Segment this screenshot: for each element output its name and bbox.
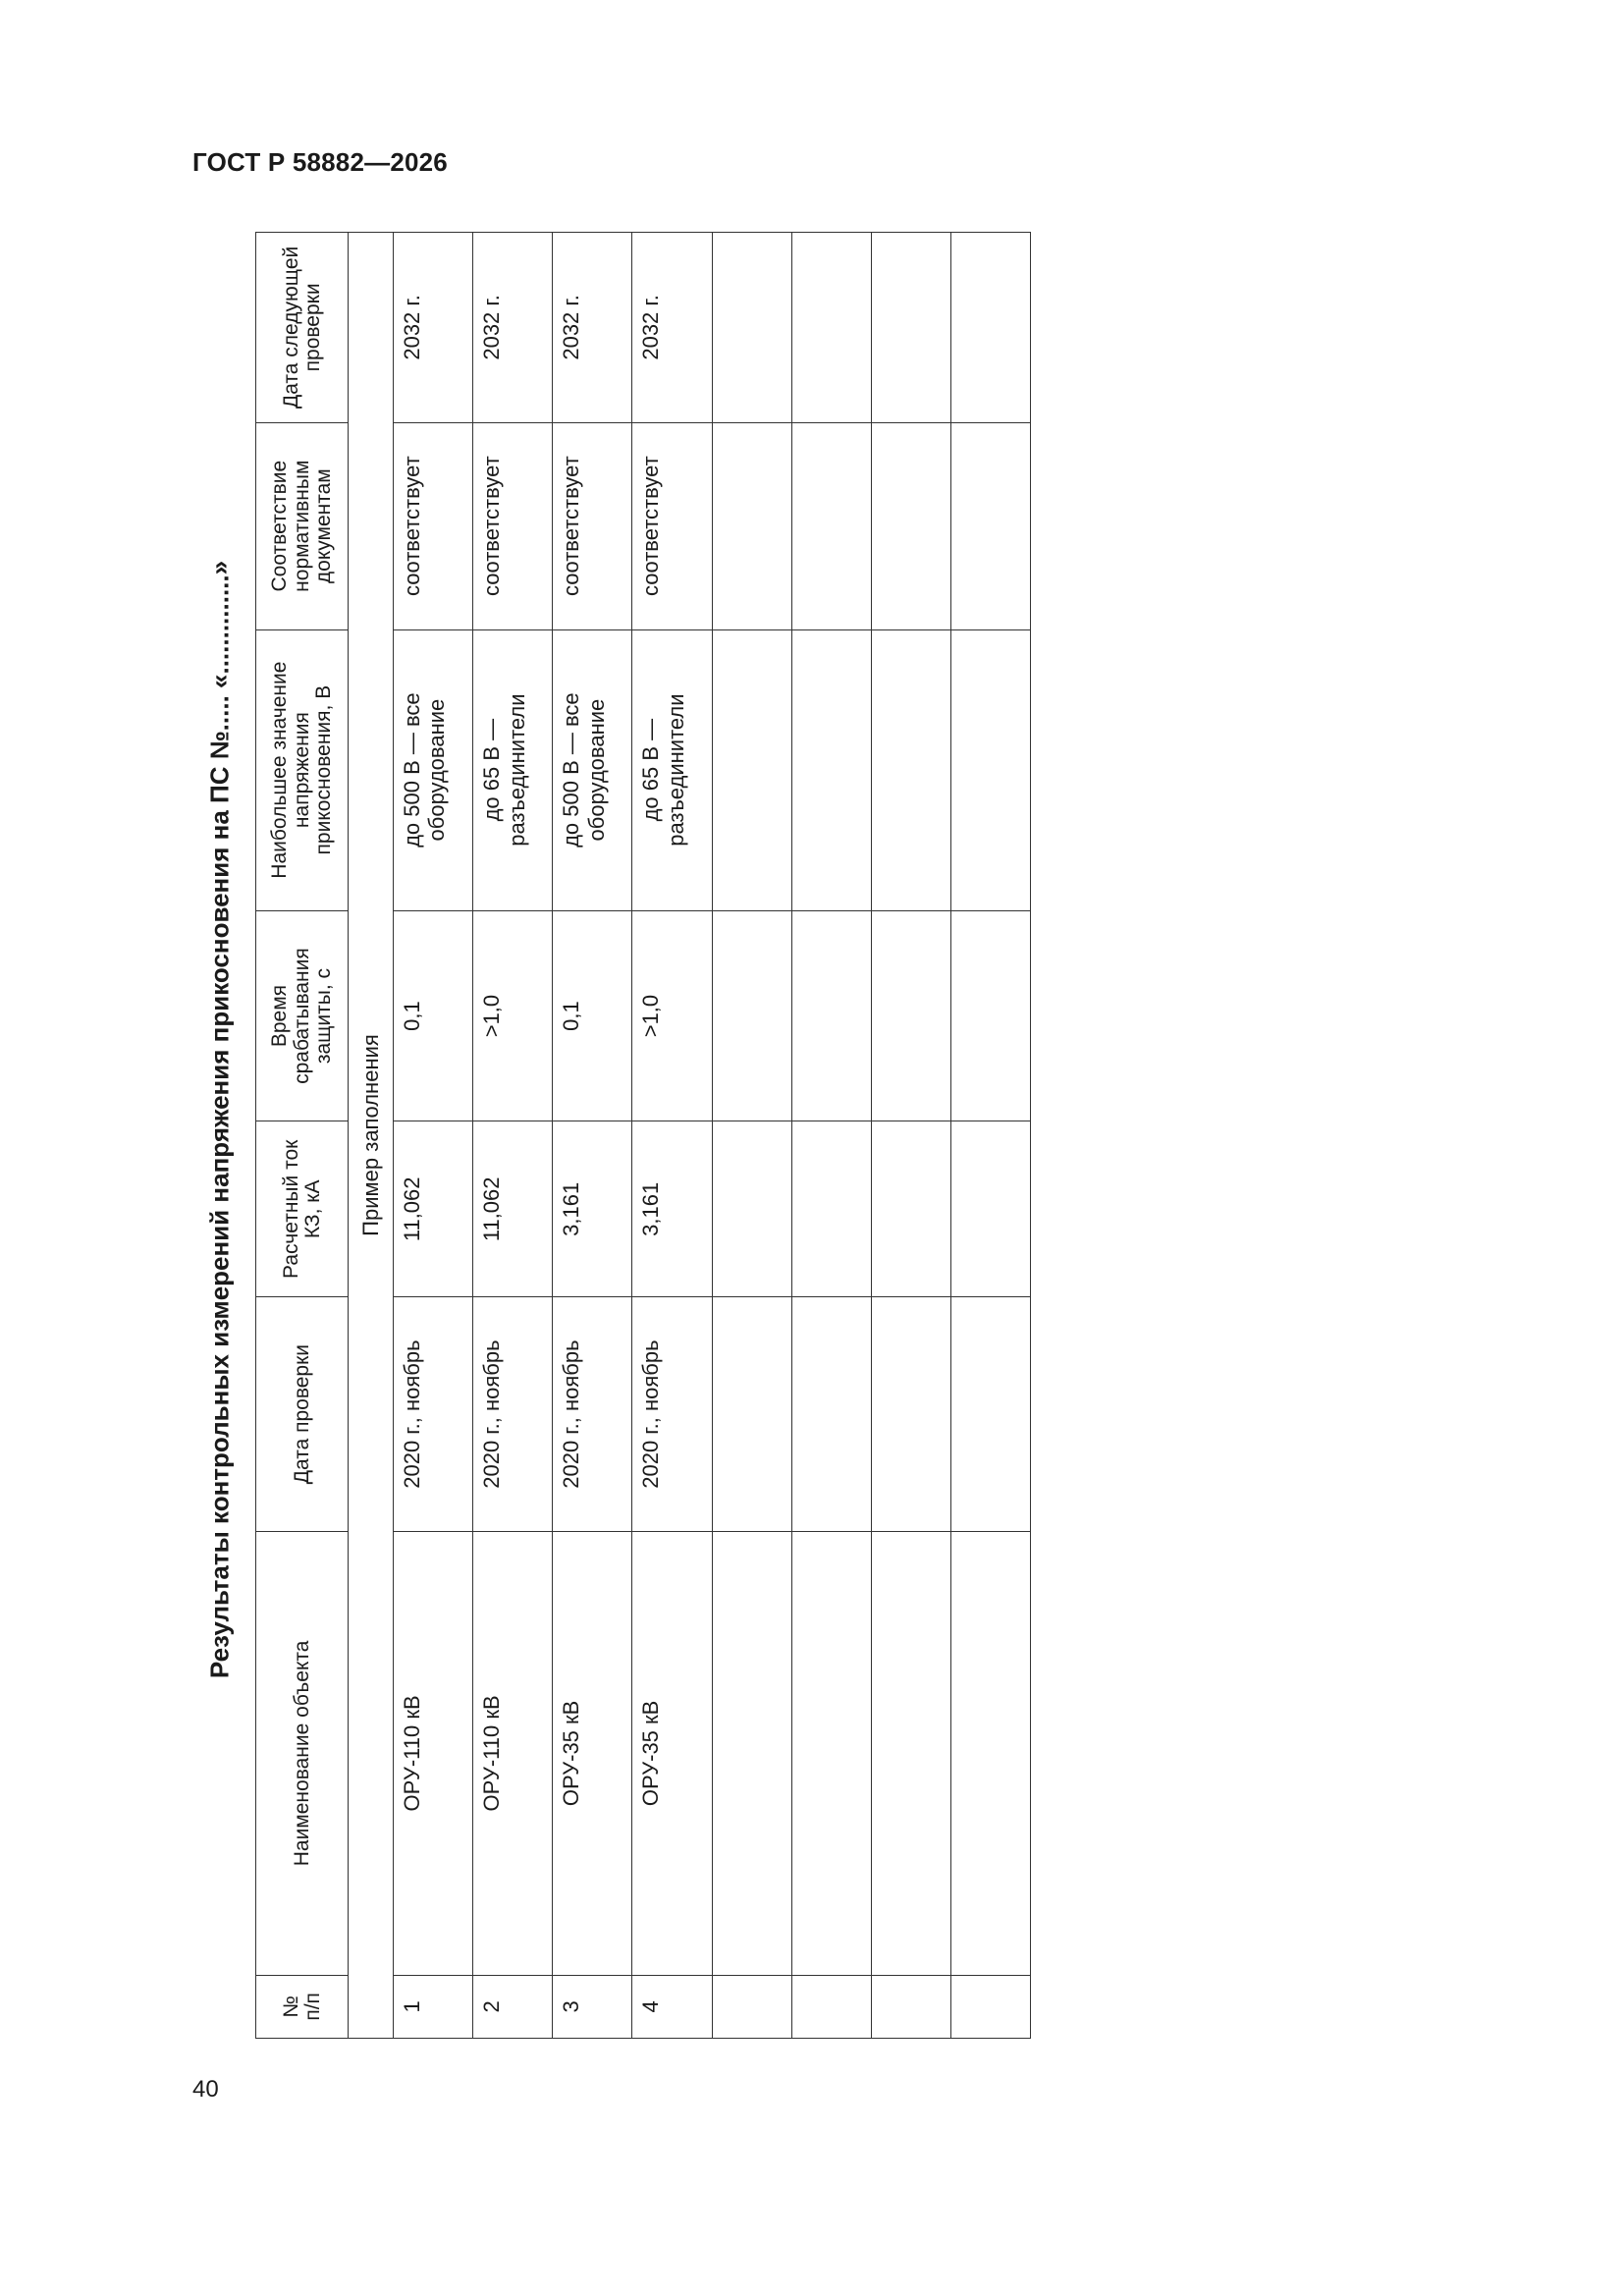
empty-cell <box>712 1121 791 1297</box>
results-table-container <box>255 232 1031 2039</box>
empty-cell <box>712 629 791 910</box>
empty-cell <box>791 1975 871 2038</box>
cell-number <box>553 1975 632 2038</box>
cell-text: 2032 г. <box>638 295 664 360</box>
cell-text: ОРУ-110 кВ <box>400 1695 425 1812</box>
table-row <box>473 233 553 2039</box>
cell-text: 11,062 <box>479 1176 505 1242</box>
empty-cell <box>791 629 871 910</box>
example-label: Пример заполнения <box>349 233 394 2039</box>
empty-cell <box>791 1121 871 1297</box>
empty-cell <box>712 1532 791 1976</box>
empty-table-row <box>791 233 871 2039</box>
cell-short-circuit-current <box>473 1121 553 1297</box>
cell-text: соответствует <box>479 456 505 597</box>
cell-max-touch-voltage <box>553 629 632 910</box>
cell-text: ОРУ-35 кВ <box>559 1700 584 1807</box>
cell-text: >1,0 <box>479 994 505 1038</box>
cell-text: 3,161 <box>638 1181 664 1236</box>
cell-check-date <box>553 1297 632 1532</box>
table-title: Результаты контрольных измерений напряжения прикосновения на ПС №..... «..............» <box>204 560 235 1679</box>
cell-next-check-date <box>473 233 553 423</box>
empty-cell <box>871 1532 950 1976</box>
cell-check-date <box>632 1297 712 1532</box>
cell-object-name <box>473 1532 553 1976</box>
cell-text: 0,1 <box>559 1001 584 1031</box>
cell-check-date <box>473 1297 553 1532</box>
table-row <box>394 233 473 2039</box>
cell-number <box>473 1975 553 2038</box>
column-header-short-circuit-current: Расчетный ток КЗ, кА <box>256 1121 349 1297</box>
empty-cell <box>950 1975 1030 2038</box>
empty-cell <box>791 910 871 1121</box>
table-row <box>553 233 632 2039</box>
cell-next-check-date <box>394 233 473 423</box>
empty-cell <box>950 1532 1030 1976</box>
cell-object-name <box>553 1532 632 1976</box>
cell-text: 2020 г., ноябрь <box>479 1339 505 1489</box>
cell-text: до 65 В — разъединители <box>638 693 688 847</box>
column-header-protection-time: Время срабатывания защиты, с <box>256 910 349 1121</box>
cell-short-circuit-current <box>632 1121 712 1297</box>
table-header-row <box>256 233 349 2039</box>
empty-cell <box>791 1532 871 1976</box>
empty-table-row <box>871 233 950 2039</box>
empty-cell <box>871 1975 950 2038</box>
cell-max-touch-voltage <box>632 629 712 910</box>
table-row <box>632 233 712 2039</box>
column-header-compliance: Соответствие нормативным документам <box>256 422 349 629</box>
empty-cell <box>791 233 871 423</box>
empty-cell <box>791 422 871 629</box>
empty-cell <box>712 1975 791 2038</box>
cell-max-touch-voltage <box>473 629 553 910</box>
cell-text: 3 <box>559 2000 584 2013</box>
results-table-rotated <box>255 232 1031 2039</box>
cell-compliance <box>632 422 712 629</box>
cell-text: соответствует <box>400 456 425 597</box>
cell-text: соответствует <box>559 456 584 597</box>
empty-cell <box>712 422 791 629</box>
empty-cell <box>950 422 1030 629</box>
empty-cell <box>871 1121 950 1297</box>
cell-compliance <box>553 422 632 629</box>
cell-text: соответствует <box>638 456 664 597</box>
cell-compliance <box>473 422 553 629</box>
empty-cell <box>712 1297 791 1532</box>
column-header-next-check-date: Дата следующей проверки <box>256 233 349 423</box>
cell-protection-time <box>553 910 632 1121</box>
cell-object-name <box>394 1532 473 1976</box>
cell-number <box>632 1975 712 2038</box>
cell-text: до 500 В — все оборудование <box>559 692 609 847</box>
empty-cell <box>791 1297 871 1532</box>
column-header-object-name: Наименование объекта <box>256 1532 349 1976</box>
table-body <box>256 233 1031 2039</box>
cell-short-circuit-current <box>553 1121 632 1297</box>
empty-cell <box>950 629 1030 910</box>
empty-cell <box>950 1297 1030 1532</box>
empty-cell <box>950 910 1030 1121</box>
cell-text: 2020 г., ноябрь <box>559 1339 584 1489</box>
empty-cell <box>950 233 1030 423</box>
empty-cell <box>950 1121 1030 1297</box>
empty-cell <box>871 910 950 1121</box>
cell-text: 2 <box>479 2000 505 2013</box>
column-header-check-date: Дата проверки <box>256 1297 349 1532</box>
cell-protection-time <box>394 910 473 1121</box>
empty-cell <box>871 629 950 910</box>
cell-text: 3,161 <box>559 1181 584 1236</box>
empty-cell <box>871 233 950 423</box>
cell-text: до 65 В — разъединители <box>479 693 529 847</box>
cell-text: 2020 г., ноябрь <box>400 1339 425 1489</box>
cell-text: до 500 В — все оборудование <box>400 692 450 847</box>
cell-text: >1,0 <box>638 994 664 1038</box>
cell-text: 4 <box>638 2000 664 2013</box>
empty-cell <box>712 910 791 1121</box>
cell-check-date <box>394 1297 473 1532</box>
cell-text: ОРУ-110 кВ <box>479 1695 505 1812</box>
empty-cell <box>871 1297 950 1532</box>
standard-header: ГОСТ Р 58882—2026 <box>192 147 448 177</box>
cell-text: 2032 г. <box>479 295 505 360</box>
empty-table-row <box>950 233 1030 2039</box>
page-number: 40 <box>192 2076 219 2103</box>
empty-cell <box>712 233 791 423</box>
results-table <box>255 232 1031 2039</box>
cell-protection-time <box>632 910 712 1121</box>
cell-next-check-date <box>553 233 632 423</box>
cell-max-touch-voltage <box>394 629 473 910</box>
cell-compliance <box>394 422 473 629</box>
cell-text: 1 <box>400 2000 425 2013</box>
column-header-max-touch-voltage: Наибольшее значение напряжения прикосновения, В <box>256 629 349 910</box>
empty-table-row <box>712 233 791 2039</box>
cell-short-circuit-current <box>394 1121 473 1297</box>
cell-text: 11,062 <box>400 1176 425 1242</box>
cell-text: 2032 г. <box>400 295 425 360</box>
example-label-row <box>349 233 394 2039</box>
cell-protection-time <box>473 910 553 1121</box>
cell-text: 0,1 <box>400 1001 425 1031</box>
cell-next-check-date <box>632 233 712 423</box>
cell-text: 2032 г. <box>559 295 584 360</box>
cell-text: 2020 г., ноябрь <box>638 1339 664 1489</box>
cell-text: ОРУ-35 кВ <box>638 1700 664 1807</box>
cell-object-name <box>632 1532 712 1976</box>
cell-number <box>394 1975 473 2038</box>
column-header-number: № п/п <box>256 1975 349 2038</box>
empty-cell <box>871 422 950 629</box>
